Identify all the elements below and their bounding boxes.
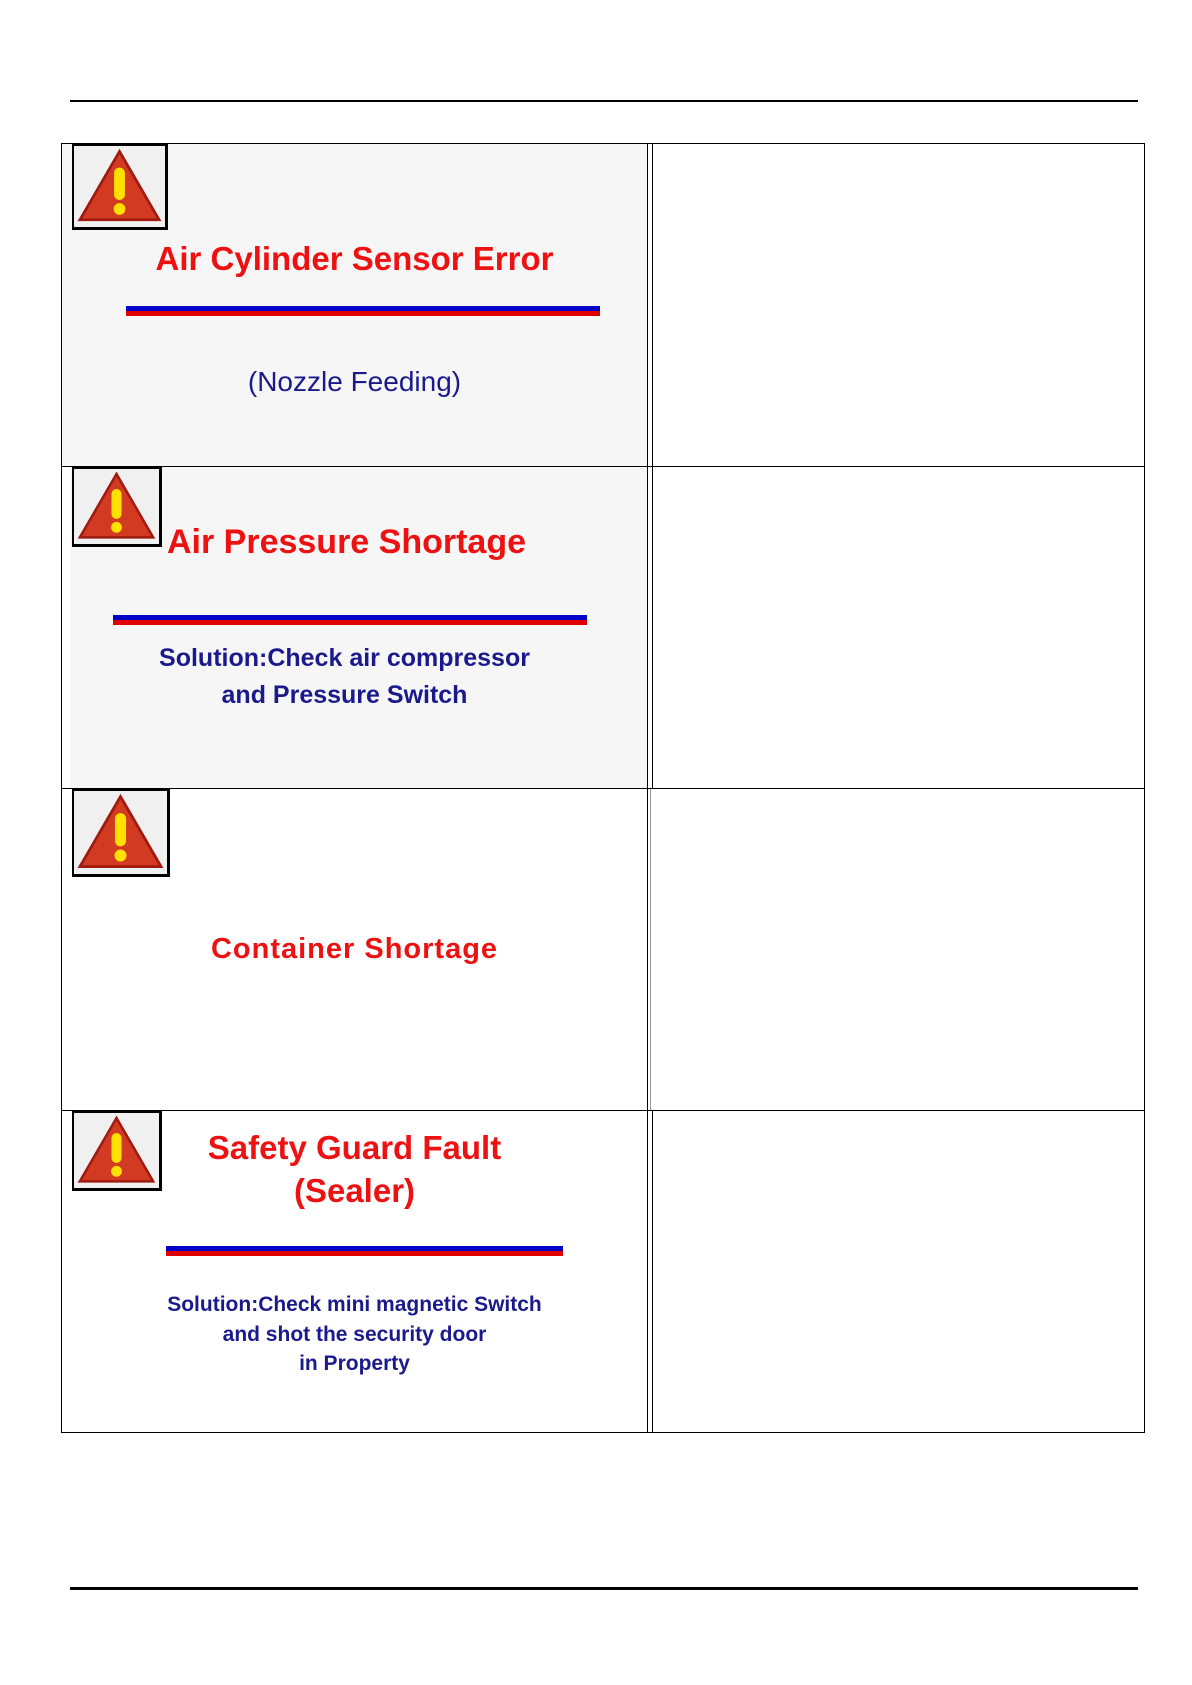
alarm-table [61, 143, 1145, 1433]
alarm-row [62, 466, 1144, 789]
alarm-title: Air Cylinder Sensor Error [155, 240, 554, 277]
alarm-title: Air Pressure Shortage [166, 523, 527, 561]
footer-rule [70, 1587, 1138, 1590]
divider-bar [113, 615, 587, 625]
solution-line: and shot the security door [222, 1323, 487, 1346]
description-cell [654, 144, 1144, 466]
alarm-screen [70, 467, 647, 789]
alarm-screen [62, 144, 647, 466]
column-separator [647, 467, 653, 789]
solution-line: and Pressure Switch [221, 681, 468, 709]
divider-bar [166, 1246, 563, 1256]
description-cell [654, 789, 1144, 1111]
alarm-title: Container Shortage [210, 933, 499, 965]
solution-line: Solution:Check air compressor [159, 644, 530, 672]
alarm-subtitle: (Nozzle Feeding) [247, 366, 462, 397]
warning-triangle-icon [72, 144, 168, 230]
column-separator [647, 789, 651, 1111]
alarm-screen-cell [62, 789, 647, 1111]
warning-triangle-icon [72, 789, 170, 877]
column-separator [647, 1111, 653, 1433]
alarm-row [62, 788, 1144, 1111]
alarm-screen [62, 1111, 647, 1433]
alarm-screen-cell [62, 144, 647, 466]
description-cell [654, 467, 1144, 789]
solution-line: Solution:Check mini magnetic Switch [167, 1293, 542, 1316]
alarm-screen [62, 789, 647, 1111]
alarm-title: (Sealer) [293, 1172, 416, 1209]
alarm-row [62, 144, 1144, 466]
alarm-screen-cell [62, 1111, 647, 1433]
description-cell [654, 1111, 1144, 1433]
column-separator [647, 144, 653, 466]
header-rule [70, 100, 1138, 102]
solution-line: in Property [299, 1352, 410, 1375]
divider-bar [126, 306, 600, 316]
alarm-row [62, 1110, 1144, 1433]
alarm-title: Safety Guard Fault [207, 1129, 502, 1166]
alarm-screen-cell [62, 467, 647, 789]
